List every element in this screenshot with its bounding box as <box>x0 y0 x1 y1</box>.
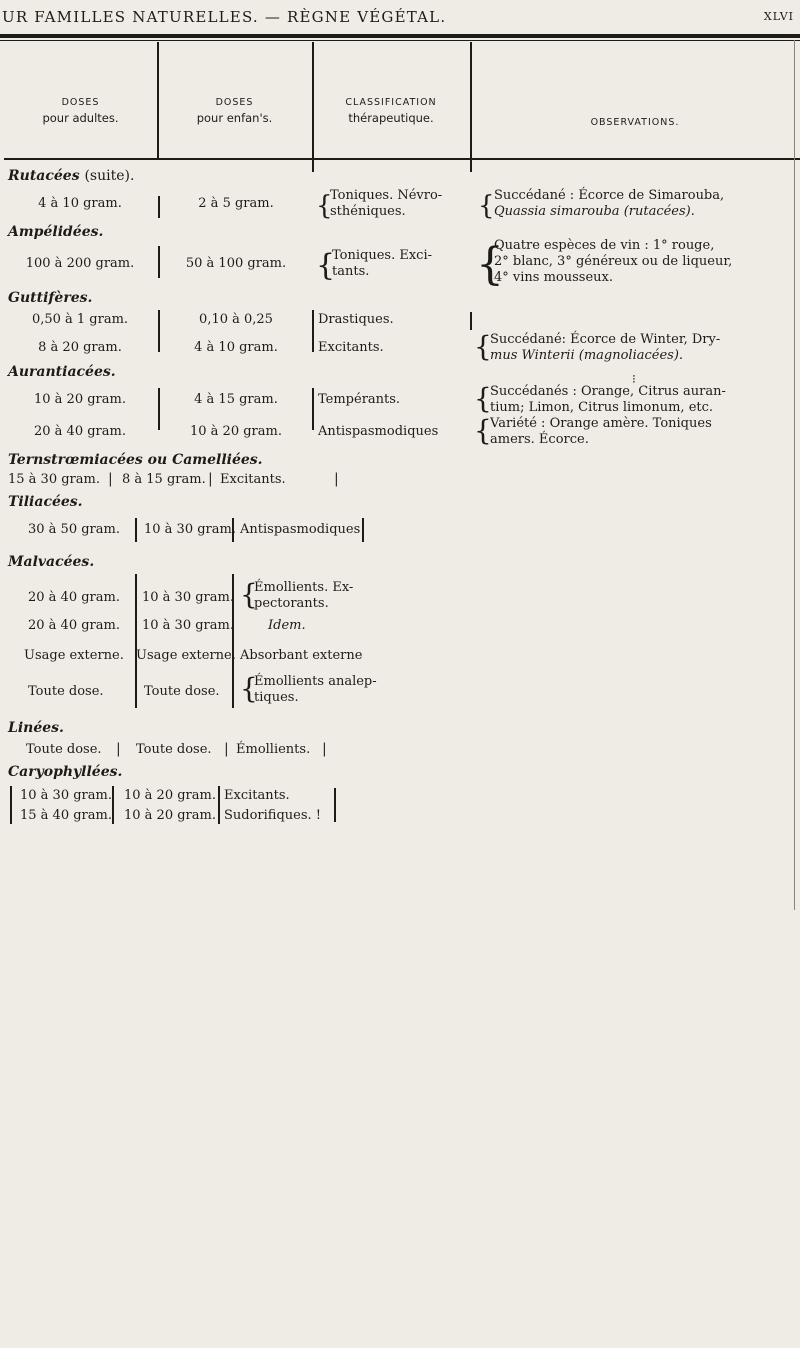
observation: Succédané : Écorce de Simarouba, Quassia simarouba (rutacées). <box>494 188 725 219</box>
child-dose: Usage externe. <box>136 648 236 663</box>
brace: { <box>474 382 492 415</box>
adult-dose: 30 à 50 gram. <box>28 522 120 537</box>
section-aurantiacees: Aurantiacées. <box>8 364 116 380</box>
section-ampelidees: Ampélidées. <box>8 224 104 240</box>
therapeutic-class: Émollients analep- tiques. <box>254 674 377 705</box>
brace: { <box>240 578 258 611</box>
therapeutic-class: Absorbant externe <box>240 648 363 663</box>
child-dose: 10 à 20 gram. <box>124 788 216 803</box>
observation: Quatre espèces de vin : 1° rouge, 2° blanc, 3° généreux ou de liqueur, 4° vins mousseux. <box>494 238 733 285</box>
col-divider-3 <box>470 42 472 160</box>
child-dose: 4 à 15 gram. <box>194 392 278 407</box>
adult-dose: 4 à 10 gram. <box>38 196 122 211</box>
observation: Succédané: Écorce de Winter, Dry- mus Winterii (magnoliacées). <box>490 332 721 363</box>
section-tiliacees: Tiliacées. <box>8 494 83 510</box>
adult-dose: 20 à 40 gram. <box>28 618 120 633</box>
row-divider <box>312 388 314 430</box>
child-dose: Toute dose. <box>136 742 212 757</box>
adult-dose: 15 à 30 gram. <box>8 472 100 487</box>
header-rule-thin <box>0 40 800 41</box>
col-divider-3-stub <box>470 160 472 172</box>
separator: | <box>116 741 121 757</box>
adult-dose: 20 à 40 gram. <box>28 590 120 605</box>
adult-dose: Usage externe. <box>24 648 124 663</box>
therapeutic-class: Toniques. Névro- sthéniques. <box>330 188 443 219</box>
brace: { <box>474 330 492 363</box>
adult-dose: 10 à 20 gram. <box>34 392 126 407</box>
therapeutic-class: Sudorifiques. ! <box>224 808 322 823</box>
separator: | <box>108 471 113 487</box>
row-divider <box>218 786 220 824</box>
child-dose: 0,10 à 0,25 <box>199 312 273 327</box>
adult-dose: 10 à 30 gram. <box>20 788 112 803</box>
row-divider <box>135 574 137 708</box>
col-divider-2-stub <box>312 160 314 172</box>
child-dose: 10 à 30 gram. <box>142 590 234 605</box>
adult-dose: 15 à 40 gram. <box>20 808 112 823</box>
therapeutic-class: Toniques. Exci- tants. <box>332 248 432 279</box>
therapeutic-class: Antispasmodiques <box>318 424 439 439</box>
row-divider <box>158 310 160 352</box>
row-divider <box>112 786 114 824</box>
therapeutic-class: Excitants. <box>220 472 286 487</box>
adult-dose: 100 à 200 gram. <box>25 256 135 271</box>
child-dose: 8 à 15 gram. <box>122 472 206 487</box>
row-divider <box>10 786 12 824</box>
col-header-child: DOSES pour enfan's. <box>196 97 273 126</box>
header-rule-thick <box>0 34 800 38</box>
child-dose: 4 à 10 gram. <box>194 340 278 355</box>
therapeutic-class: Émollients. <box>236 742 311 757</box>
therapeutic-class: Tempérants. <box>318 392 401 407</box>
observation: Variété : Orange amère. Toniques amers. Écorce. <box>490 416 712 447</box>
running-head-title: UR FAMILLES NATURELLES. — RÈGNE VÉGÉTAL. <box>2 8 447 26</box>
section-malvacees: Malvacées. <box>8 554 95 570</box>
separator: | <box>224 741 229 757</box>
col-header-obs: OBSERVATIONS. <box>590 117 680 128</box>
brace: { <box>476 239 504 290</box>
row-divider <box>362 518 364 542</box>
page-number: XLVI <box>763 10 794 23</box>
section-ternstroemiacees: Ternstrœmiacées ou Camelliées. <box>8 452 263 468</box>
section-linees: Linées. <box>8 720 64 736</box>
therapeutic-class: Drastiques. <box>318 312 394 327</box>
observation: Succédanés : Orange, Citrus auran- tium; Limon, Citrus limonum, etc. <box>490 384 726 415</box>
header-bottom-rule <box>4 158 800 160</box>
child-dose: 10 à 30 gram. <box>142 618 234 633</box>
separator: | <box>334 471 339 487</box>
section-guttiferes: Guttifères. <box>8 290 93 306</box>
page-edge <box>794 40 795 910</box>
brace: { <box>240 672 258 705</box>
therapeutic-class: Antispasmodiques <box>240 522 361 537</box>
row-divider <box>158 388 160 430</box>
brace: { <box>474 414 492 447</box>
child-dose: 10 à 30 gram. <box>144 522 236 537</box>
row-divider <box>158 246 160 278</box>
stray-mark: ⁝ <box>632 372 636 386</box>
brace: { <box>316 191 333 221</box>
child-dose: 2 à 5 gram. <box>198 196 274 211</box>
row-divider <box>135 518 137 542</box>
therapeutic-class: Idem. <box>268 618 306 633</box>
brace: { <box>478 191 495 221</box>
therapeutic-class: Émollients. Ex- pectorants. <box>254 580 354 611</box>
row-divider <box>470 312 472 330</box>
running-head <box>0 6 800 28</box>
brace: { <box>316 248 336 283</box>
section-rutacees: Rutacées (suite). <box>8 168 135 184</box>
row-divider <box>334 788 336 822</box>
child-dose: 10 à 20 gram. <box>124 808 216 823</box>
row-divider <box>312 310 314 352</box>
row-divider <box>158 196 160 218</box>
separator: | <box>322 741 327 757</box>
col-header-adult: DOSES pour adultes. <box>42 97 119 126</box>
adult-dose: 8 à 20 gram. <box>38 340 122 355</box>
section-caryophyllees: Caryophyllées. <box>8 764 123 780</box>
therapeutic-class: Excitants. <box>318 340 384 355</box>
child-dose: 50 à 100 gram. <box>185 256 287 271</box>
child-dose: Toute dose. <box>144 684 220 699</box>
col-header-class: CLASSIFICATION thérapeutique. <box>345 97 437 126</box>
adult-dose: Toute dose. <box>28 684 104 699</box>
adult-dose: 20 à 40 gram. <box>34 424 126 439</box>
adult-dose: 0,50 à 1 gram. <box>31 312 129 327</box>
child-dose: 10 à 20 gram. <box>190 424 282 439</box>
therapeutic-class: Excitants. <box>224 788 290 803</box>
adult-dose: Toute dose. <box>26 742 102 757</box>
separator: | <box>208 471 213 487</box>
